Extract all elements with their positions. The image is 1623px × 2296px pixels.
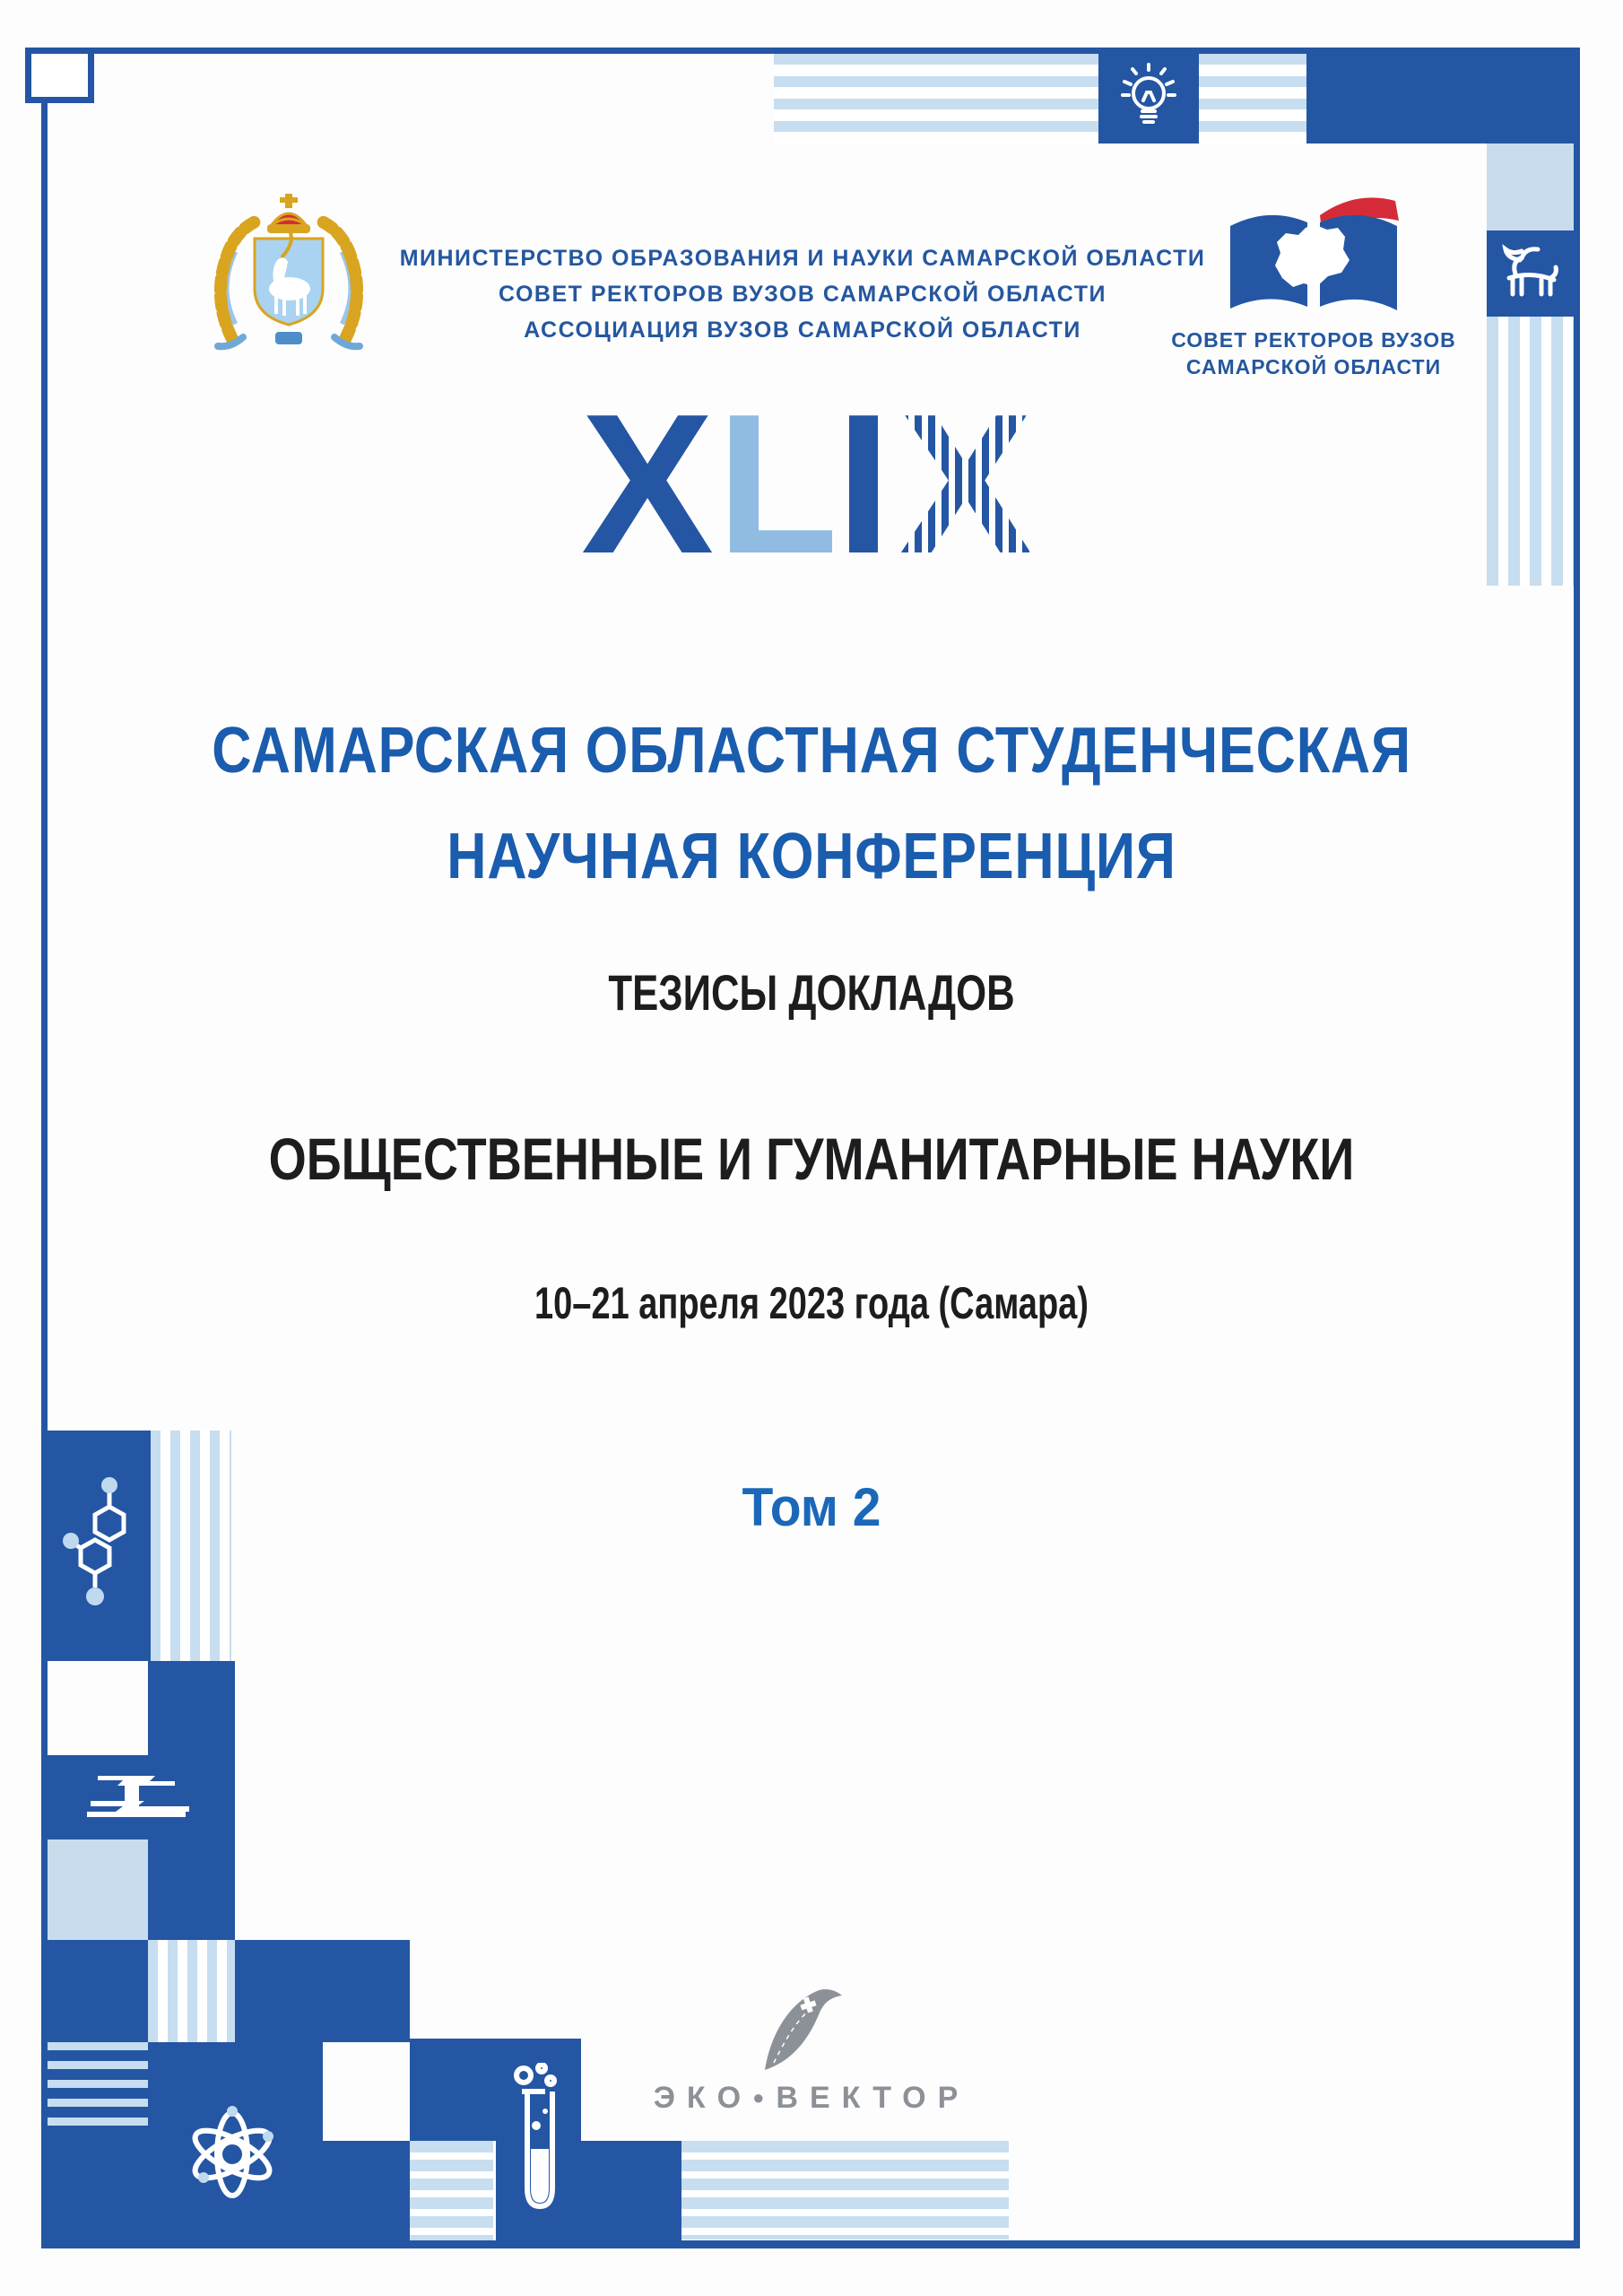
mosaic-h-stripes-tile	[410, 2141, 493, 2240]
conference-title-line2: НАУЧНАЯ КОНФЕРЕНЦИЯ	[447, 821, 1176, 892]
council-logo-text-line1: СОВЕТ РЕКТОРОВ ВУЗОВ	[1171, 328, 1456, 352]
mosaic-white-tile	[323, 2042, 410, 2141]
thesis-subtitle: ТЕЗИСЫ ДОКЛАДОВ	[608, 964, 1015, 1021]
mosaic-vertical-stripes-tile	[148, 1940, 235, 2042]
frame-top-border	[25, 48, 1311, 54]
pale-blue-tile-top	[1487, 144, 1574, 230]
event-date: 10–21 апреля 2023 года (Самара)	[534, 1278, 1089, 1328]
publisher-word2: ВЕКТОР	[776, 2081, 970, 2115]
volume-label: Том 2	[742, 1477, 881, 1537]
mosaic-dark-tile	[581, 2141, 681, 2248]
frame-left-border	[41, 48, 48, 2248]
edition-numeral-xlix	[538, 404, 1094, 565]
publisher-dot: ●	[752, 2086, 777, 2109]
atom-icon	[182, 2095, 282, 2213]
top-stripes-band	[774, 54, 1306, 144]
xlix-letter-l: L	[716, 404, 838, 565]
corner-decor-square	[25, 48, 94, 103]
org-name-line: СОВЕТ РЕКТОРОВ ВУЗОВ САМАРСКОЙ ОБЛАСТИ	[499, 282, 1107, 307]
mosaic-striped-on-dark-tile	[48, 2042, 148, 2127]
top-right-blue-block	[1306, 48, 1580, 144]
molecule-icon	[63, 1471, 136, 1622]
frame-right-border	[1574, 48, 1580, 2248]
test-tube-icon	[509, 2063, 567, 2226]
mosaic-h-stripes-band	[681, 2141, 1009, 2239]
open-book-map-icon	[1219, 190, 1408, 325]
org-name-line: МИНИСТЕРСТВО ОБРАЗОВАНИЯ И НАУКИ САМАРСКОЙ ОБЛАСТИ	[399, 246, 1206, 271]
vertical-stripes-band	[1487, 317, 1574, 586]
deer-icon	[1498, 240, 1565, 307]
council-logo-text-line2: САМАРСКОЙ ОБЛАСТИ	[1185, 355, 1442, 378]
lightbulb-icon	[1120, 63, 1177, 135]
publisher-name	[578, 2081, 1045, 2116]
xlix-letter-x2-striped: X	[898, 404, 1033, 565]
council-logo-block	[1157, 190, 1471, 378]
mosaic-dark-tile	[148, 1661, 235, 1755]
section-title: ОБЩЕСТВЕННЫЕ И ГУМАНИТАРНЫЕ НАУКИ	[268, 1126, 1355, 1192]
publisher-word1: ЭКО	[653, 2081, 753, 2115]
mosaic-dark-tile	[148, 1839, 235, 1940]
publisher-pen-icon	[758, 1982, 847, 2083]
books-icon	[85, 1769, 197, 1824]
xlix-letter-x1: X	[580, 404, 715, 565]
conference-title-line1: САМАРСКАЯ ОБЛАСТНАЯ СТУДЕНЧЕСКАЯ	[212, 715, 1411, 787]
org-name-line: АССОЦИАЦИЯ ВУЗОВ САМАРСКОЙ ОБЛАСТИ	[524, 317, 1081, 343]
xlix-letter-i: I	[836, 404, 891, 565]
mosaic-pale-tile	[48, 1839, 148, 1940]
mosaic-vertical-stripes-band	[151, 1431, 231, 1661]
